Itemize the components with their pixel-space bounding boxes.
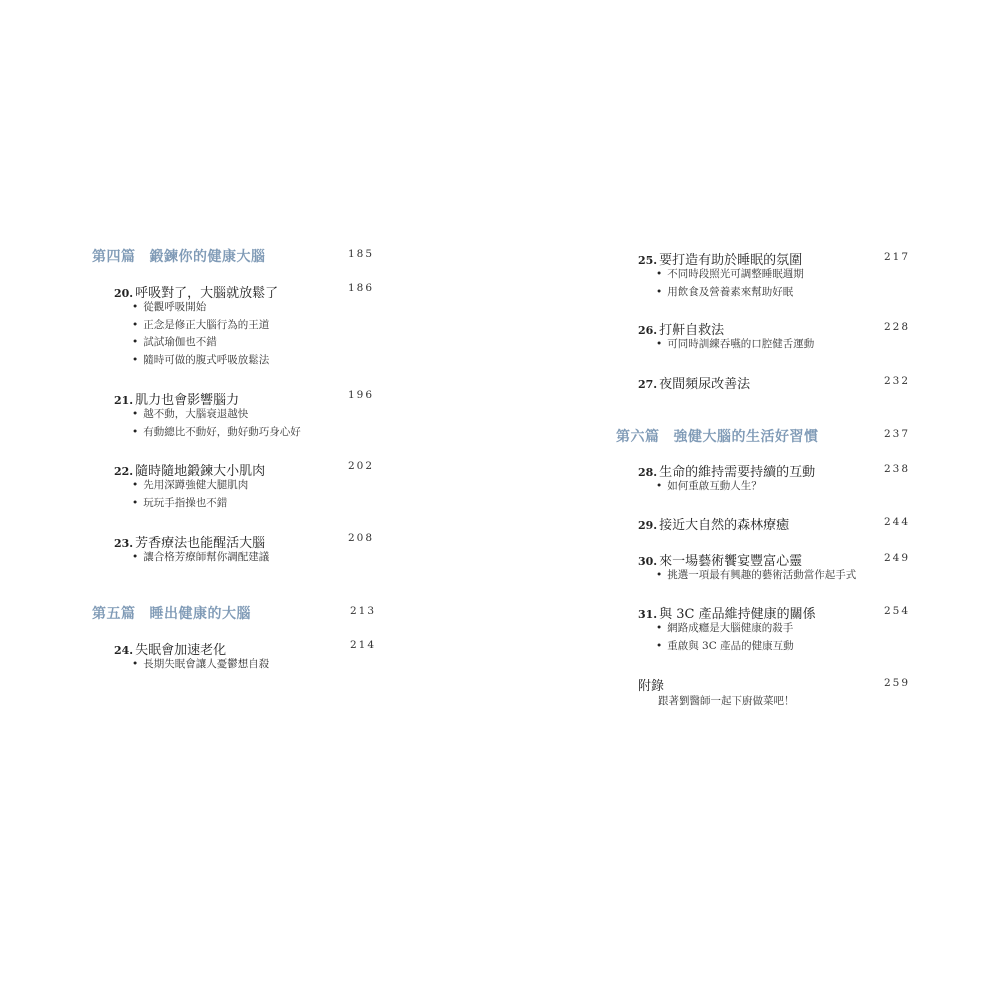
part-title: 鍛鍊你的健康大腦 [149,249,266,265]
part-label: 第四篇 [92,249,136,265]
part-label: 第六篇 [616,429,660,445]
subsection-item[interactable]: • 從觀呼吸開始 [132,299,269,317]
chapter-number: 21. [114,394,134,407]
page-number: 208 [348,532,375,544]
part-heading-6[interactable] [616,426,911,448]
part-label: 第五篇 [92,606,136,622]
page-number: 228 [884,321,911,333]
chapter-title: 失眠會加速老化 [135,643,227,658]
chapter-title: 來一場藝術饗宴豐富心靈 [659,554,803,569]
page-number: 238 [884,463,911,475]
page-number: 232 [884,375,911,387]
subsection-item[interactable]: • 用飲食及營養素來幫助好眠 [656,284,804,302]
chapter-title: 肌力也會影響腦力 [135,393,240,408]
appendix-title: 附錄 [638,679,665,694]
part-title: 睡出健康的大腦 [149,606,251,622]
chapter-number: 24. [114,644,134,657]
appendix-subtitle[interactable]: 跟著劉醫師一起下廚做菜吧！ [658,695,795,707]
subsection-item[interactable]: • 長期失眠會讓人憂鬱想自殺 [132,656,269,674]
subsection-item[interactable]: • 越不動，大腦衰退越快 [132,406,301,424]
page-number: 254 [884,605,911,617]
chapter-number: 26. [638,324,658,337]
subsection-item[interactable]: • 先用深蹲強健大腿肌肉 [132,477,248,495]
chapter-title: 與 3C 產品維持健康的關係 [659,607,816,622]
chapter-number: 23. [114,537,134,550]
subsection-list [132,477,248,512]
chapter-title: 要打造有助於睡眠的氛圍 [659,253,803,268]
subsection-list [656,620,794,655]
subsection-item[interactable]: • 正念是修正大腦行為的王道 [132,317,269,335]
subsection-list [656,478,762,496]
page-number: 244 [884,516,911,528]
page-number: 213 [350,605,377,617]
subsection-item[interactable]: • 試試瑜伽也不錯 [132,334,269,352]
page-number: 196 [348,389,375,401]
subsection-list [132,406,301,441]
subsection-item[interactable]: • 挑選一項最有興趣的藝術活動當作起手式 [656,567,856,585]
subsection-item[interactable]: • 讓合格芳療師幫你調配建議 [132,549,269,567]
subsection-item[interactable]: • 隨時可做的腹式呼吸放鬆法 [132,352,269,370]
page-number: 237 [884,428,911,440]
chapter-number: 30. [638,555,658,568]
subsection-item[interactable]: • 不同時段照光可調整睡眠週期 [656,266,804,284]
page-number: 249 [884,552,911,564]
subsection-list [656,266,804,301]
chapter-number: 29. [638,519,658,532]
chapter-number: 27. [638,378,658,391]
part-title: 強健大腦的生活好習慣 [673,429,819,445]
subsection-item[interactable]: • 有動總比不動好，動好動巧身心好 [132,424,301,442]
part-heading-4[interactable] [92,246,376,268]
chapter-number: 28. [638,466,658,479]
chapter-title: 芳香療法也能醒活大腦 [135,536,266,551]
subsection-item[interactable]: • 如何重啟互動人生？ [656,478,762,496]
subsection-item[interactable]: • 玩玩手指操也不錯 [132,495,248,513]
chapter-number: 20. [114,287,134,300]
chapter-title: 打鼾自救法 [659,323,725,338]
subsection-item[interactable]: • 可同時訓練吞嚥的口腔健舌運動 [656,336,814,354]
page-number: 185 [348,248,375,260]
chapter-title: 生命的維持需要持續的互動 [659,465,816,480]
subsection-item[interactable]: • 網路成癮是大腦健康的殺手 [656,620,794,638]
chapter-number: 25. [638,254,658,267]
subsection-list [132,549,269,567]
page-number: 259 [884,677,911,689]
subsection-list [656,567,856,585]
chapter-number: 22. [114,465,134,478]
page-number: 202 [348,460,375,472]
chapter-title: 隨時隨地鍛鍊大小肌肉 [135,464,266,479]
chapter-title: 呼吸對了，大腦就放鬆了 [135,286,279,301]
part-heading-5[interactable] [92,603,376,625]
chapter-title: 夜間頻尿改善法 [659,377,751,392]
page-number: 186 [348,282,375,294]
page-number: 217 [884,251,911,263]
chapter-number: 31. [638,608,658,621]
page-number: 214 [350,639,377,651]
subsection-list [132,656,269,674]
chapter-title: 接近大自然的森林療癒 [659,518,790,533]
subsection-list [132,299,269,369]
subsection-item[interactable]: • 重啟與 3C 產品的健康互動 [656,638,794,656]
subsection-list [656,336,814,354]
